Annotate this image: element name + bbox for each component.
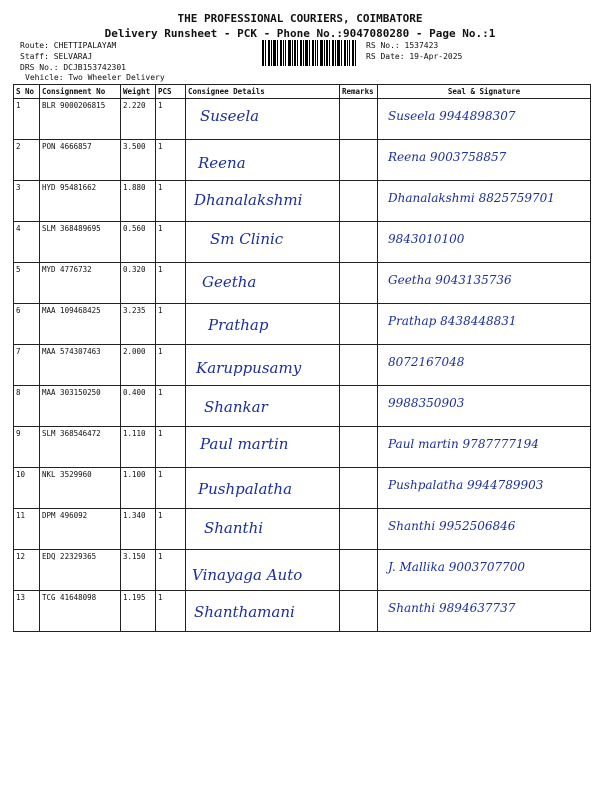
runsheet-subtitle: Delivery Runsheet - PCK - Phone No.:9047080280 - Page No.:1 xyxy=(104,27,496,40)
row-consignee-cell xyxy=(186,386,340,427)
row-consignee-cell xyxy=(186,263,340,304)
row-weight: 1.100 xyxy=(121,468,156,509)
row-pcs: 1 xyxy=(156,304,186,345)
row-consignment-no: SLM 368489695 xyxy=(40,222,121,263)
consignee-handwriting: Pushpalatha xyxy=(198,480,293,498)
row-weight: 2.000 xyxy=(121,345,156,386)
row-sno: 8 xyxy=(14,386,40,427)
row-consignment-no: MYD 4776732 xyxy=(40,263,121,304)
consignee-handwriting: Paul martin xyxy=(200,435,289,453)
row-pcs: 1 xyxy=(156,427,186,468)
consignee-handwriting: Shanthi xyxy=(204,519,264,537)
row-consignee-cell xyxy=(186,509,340,550)
row-weight: 2.220 xyxy=(121,99,156,140)
row-remarks xyxy=(340,550,378,591)
table-row xyxy=(14,99,591,140)
signature-handwriting: Pushpalatha 9944789903 xyxy=(388,478,544,492)
signature-handwriting: Prathap 8438448831 xyxy=(388,314,517,328)
row-pcs: 1 xyxy=(156,345,186,386)
row-remarks xyxy=(340,181,378,222)
row-weight: 0.560 xyxy=(121,222,156,263)
row-sno: 11 xyxy=(14,509,40,550)
row-remarks xyxy=(340,509,378,550)
table-row xyxy=(14,427,591,468)
row-signature-cell xyxy=(378,99,591,140)
row-sno: 9 xyxy=(14,427,40,468)
table-row xyxy=(14,386,591,427)
table-row xyxy=(14,591,591,632)
column-header-consignment: Consignment No xyxy=(40,85,121,99)
row-pcs: 1 xyxy=(156,591,186,632)
company-title: THE PROFESSIONAL COURIERS, COIMBATORE xyxy=(177,12,423,25)
consignee-handwriting: Sm Clinic xyxy=(210,230,284,248)
row-signature-cell xyxy=(378,550,591,591)
row-pcs: 1 xyxy=(156,222,186,263)
row-consignee-cell xyxy=(186,591,340,632)
vehicle-label: Vehicle: Two Wheeler Delivery xyxy=(25,73,165,82)
row-sno: 2 xyxy=(14,140,40,181)
table-row xyxy=(14,345,591,386)
signature-handwriting: Shanthi 9952506846 xyxy=(388,519,516,533)
consignee-handwriting: Dhanalakshmi xyxy=(194,191,303,209)
table-row xyxy=(14,509,591,550)
row-consignment-no: MAA 109468425 xyxy=(40,304,121,345)
consignee-handwriting: Suseela xyxy=(200,107,260,125)
row-signature-cell xyxy=(378,509,591,550)
signature-handwriting: J. Mallika 9003707700 xyxy=(388,560,526,574)
row-sno: 4 xyxy=(14,222,40,263)
table-header-row xyxy=(14,85,591,99)
row-consignment-no: DPM 496092 xyxy=(40,509,121,550)
row-consignee-cell xyxy=(186,427,340,468)
row-pcs: 1 xyxy=(156,263,186,304)
row-consignment-no: HYD 95481662 xyxy=(40,181,121,222)
row-consignee-cell xyxy=(186,222,340,263)
row-consignment-no: SLM 368546472 xyxy=(40,427,121,468)
consignee-handwriting: Shankar xyxy=(204,398,268,416)
row-weight: 0.320 xyxy=(121,263,156,304)
consignee-handwriting: Shanthamani xyxy=(194,603,295,621)
consignee-handwriting: Vinayaga Auto xyxy=(192,566,303,584)
row-consignment-no: EDQ 22329365 xyxy=(40,550,121,591)
row-remarks xyxy=(340,468,378,509)
row-pcs: 1 xyxy=(156,468,186,509)
route-label: Route: CHETTIPALAYAM xyxy=(20,41,117,50)
signature-handwriting: Suseela 9944898307 xyxy=(388,109,516,123)
barcode-icon xyxy=(262,40,356,66)
signature-handwriting: 9843010100 xyxy=(388,232,465,246)
row-consignment-no: MAA 303150250 xyxy=(40,386,121,427)
row-weight: 1.110 xyxy=(121,427,156,468)
row-signature-cell xyxy=(378,181,591,222)
table-row xyxy=(14,304,591,345)
row-remarks xyxy=(340,263,378,304)
row-sno: 13 xyxy=(14,591,40,632)
row-signature-cell xyxy=(378,386,591,427)
row-consignment-no: TCG 41648098 xyxy=(40,591,121,632)
row-remarks xyxy=(340,222,378,263)
row-consignment-no: MAA 574307463 xyxy=(40,345,121,386)
column-header-remarks: Remarks xyxy=(340,85,378,99)
row-consignee-cell xyxy=(186,181,340,222)
row-weight: 1.880 xyxy=(121,181,156,222)
table-row xyxy=(14,140,591,181)
signature-handwriting: Reena 9003758857 xyxy=(388,150,507,164)
row-sno: 1 xyxy=(14,99,40,140)
signature-handwriting: Geetha 9043135736 xyxy=(388,273,512,287)
row-consignment-no: NKL 3529960 xyxy=(40,468,121,509)
row-signature-cell xyxy=(378,591,591,632)
consignee-handwriting: Prathap xyxy=(208,316,269,334)
row-consignee-cell xyxy=(186,550,340,591)
signature-handwriting: Paul martin 9787777194 xyxy=(388,437,539,451)
row-remarks xyxy=(340,386,378,427)
row-remarks xyxy=(340,345,378,386)
table-row xyxy=(14,222,591,263)
row-consignee-cell xyxy=(186,99,340,140)
row-weight: 3.235 xyxy=(121,304,156,345)
consignee-handwriting: Karuppusamy xyxy=(196,359,302,377)
signature-handwriting: Shanthi 9894637737 xyxy=(388,601,516,615)
row-weight: 0.400 xyxy=(121,386,156,427)
row-consignment-no: PON 4666857 xyxy=(40,140,121,181)
table-row xyxy=(14,468,591,509)
rs-number: RS No.: 1537423 xyxy=(366,41,439,50)
row-remarks xyxy=(340,99,378,140)
staff-label: Staff: SELVARAJ xyxy=(20,52,93,61)
row-signature-cell xyxy=(378,304,591,345)
row-signature-cell xyxy=(378,140,591,181)
row-consignee-cell xyxy=(186,304,340,345)
drs-label: DRS No.: DCJB153742301 xyxy=(20,63,126,72)
row-sno: 12 xyxy=(14,550,40,591)
row-weight: 1.340 xyxy=(121,509,156,550)
row-sno: 6 xyxy=(14,304,40,345)
row-pcs: 1 xyxy=(156,386,186,427)
row-pcs: 1 xyxy=(156,509,186,550)
row-weight: 3.150 xyxy=(121,550,156,591)
row-consignee-cell xyxy=(186,345,340,386)
table-row xyxy=(14,181,591,222)
row-pcs: 1 xyxy=(156,99,186,140)
row-signature-cell xyxy=(378,427,591,468)
row-consignee-cell xyxy=(186,468,340,509)
column-header-weight: Weight xyxy=(121,85,156,99)
row-remarks xyxy=(340,427,378,468)
row-sno: 5 xyxy=(14,263,40,304)
consignee-handwriting: Reena xyxy=(198,154,246,172)
row-remarks xyxy=(340,140,378,181)
row-sno: 3 xyxy=(14,181,40,222)
row-signature-cell xyxy=(378,468,591,509)
row-sno: 7 xyxy=(14,345,40,386)
row-remarks xyxy=(340,591,378,632)
table-row xyxy=(14,550,591,591)
row-weight: 1.195 xyxy=(121,591,156,632)
signature-handwriting: 8072167048 xyxy=(388,355,465,369)
column-header-consignee: Consignee Details xyxy=(186,85,340,99)
rs-date: RS Date: 19-Apr-2025 xyxy=(366,52,463,61)
runsheet-table xyxy=(13,84,591,632)
row-pcs: 1 xyxy=(156,550,186,591)
row-sno: 10 xyxy=(14,468,40,509)
row-remarks xyxy=(340,304,378,345)
column-header-pcs: PCS xyxy=(156,85,186,99)
row-pcs: 1 xyxy=(156,140,186,181)
row-signature-cell xyxy=(378,263,591,304)
row-weight: 3.500 xyxy=(121,140,156,181)
row-signature-cell xyxy=(378,345,591,386)
row-consignment-no: BLR 9000206815 xyxy=(40,99,121,140)
row-pcs: 1 xyxy=(156,181,186,222)
table-row xyxy=(14,263,591,304)
signature-handwriting: Dhanalakshmi 8825759701 xyxy=(388,191,555,205)
signature-handwriting: 9988350903 xyxy=(388,396,465,410)
row-signature-cell xyxy=(378,222,591,263)
column-header-signature: Seal & Signature xyxy=(378,85,591,99)
column-header-sno: S No xyxy=(14,85,40,99)
consignee-handwriting: Geetha xyxy=(202,273,257,291)
row-consignee-cell xyxy=(186,140,340,181)
